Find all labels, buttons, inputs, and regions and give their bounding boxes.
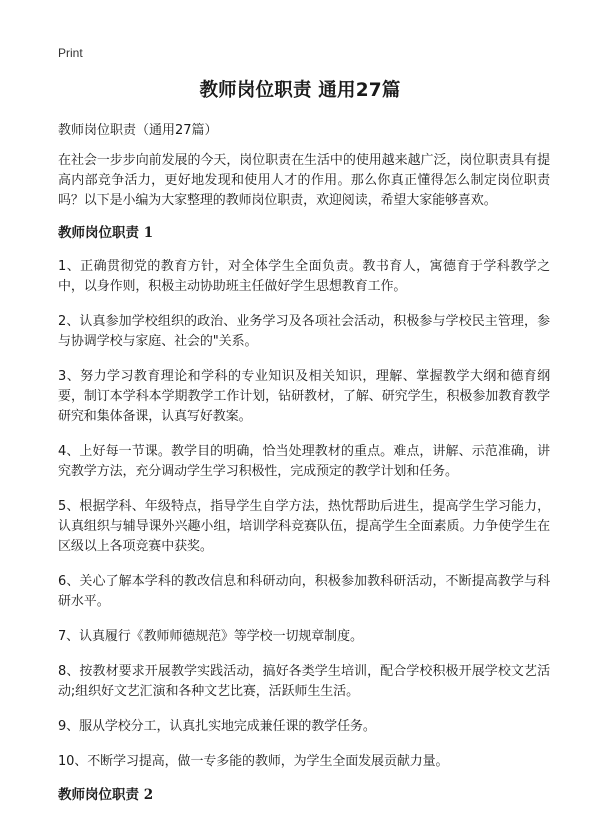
page-title: 教师岗位职责 通用27篇 <box>199 80 401 101</box>
print-link[interactable]: Print <box>58 46 83 60</box>
duty-item-3: 3、努力学习教育理论和学科的专业知识及相关知识，理解、掌握教学大纲和德育纲要，制订本学科本学期教学工作计划，钻研教材，了解、研究学生，积极参加教育教学研究和集体备课，认真写好教案。 <box>58 369 550 424</box>
article-subtitle: 教师岗位职责（通用27篇） <box>58 123 218 138</box>
duty-item-10: 10、不断学习提高，做一专多能的教师，为学生全面发展贡献力量。 <box>58 754 449 769</box>
section-heading-2: 教师岗位职责 2 <box>58 787 154 803</box>
duty-item-7: 7、认真履行《教师师德规范》等学校一切规章制度。 <box>58 629 363 644</box>
duty-item-6: 6、关心了解本学科的教改信息和科研动向，积极参加教科研活动，不断提高教学与科研水平。 <box>58 574 550 609</box>
duty-item-2: 2、认真参加学校组织的政治、业务学习及各项社会活动，积极参与学校民主管理，参与协调学校与家庭、社会的"关系。 <box>58 314 550 349</box>
duty-item-1: 1、正确贯彻党的教育方针，对全体学生全面负责。教书育人，寓德育于学科教学之中，以身作则，积极主动协助班主任做好学生思想教育工作。 <box>58 259 550 294</box>
duty-item-4: 4、上好每一节课。教学目的明确，恰当处理教材的重点。难点，讲解、示范准确，讲究教学方法，充分调动学生学习积极性，完成预定的教学计划和任务。 <box>58 444 550 479</box>
article-body <box>58 121 550 819</box>
duty-item-5: 5、根据学科、年级特点，指导学生自学方法，热忱帮助后进生，提高学生学习能力，认真组织与辅导课外兴趣小组，培训学科竞赛队伍，提高学生全面素质。力争使学生在区级以上各项竞赛中获奖。 <box>58 499 550 554</box>
intro-paragraph: 在社会一步步向前发展的今天，岗位职责在生活中的使用越来越广泛，岗位职责具有提高内部竞争活力，更好地发现和使用人才的作用。那么你真正懂得怎么制定岗位职责吗？以下是小编为大家整理的教师岗位职责，欢迎阅读，希望大家能够喜欢。 <box>58 153 550 208</box>
section-heading-1: 教师岗位职责 1 <box>58 225 154 241</box>
duty-item-8: 8、按教材要求开展教学实践活动，搞好各类学生培训，配合学校积极开展学校文艺活动;组织好文艺汇演和各种文艺比赛，活跃师生生活。 <box>58 664 550 699</box>
duty-item-9: 9、服从学校分工，认真扎实地完成兼任课的教学任务。 <box>58 719 376 734</box>
